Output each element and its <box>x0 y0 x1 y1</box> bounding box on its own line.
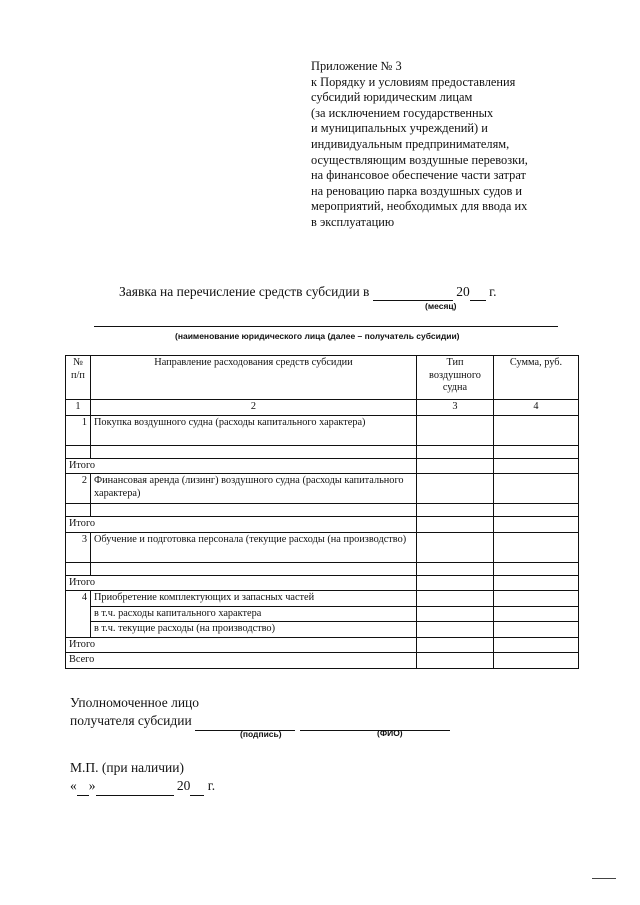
cell-aircraft[interactable] <box>417 504 494 517</box>
cell-sum[interactable] <box>494 562 579 575</box>
cell-sum[interactable] <box>494 575 579 591</box>
cell-sum[interactable] <box>494 622 579 638</box>
signature-line2: получателя субсидии <box>70 713 192 728</box>
table-row <box>66 415 579 445</box>
cell-aircraft[interactable] <box>417 637 494 653</box>
total-row <box>66 575 579 591</box>
row-number: 2 <box>66 474 91 504</box>
request-title-text: Заявка на перечисление средств субсидии в <box>119 284 370 299</box>
date-year: 20 <box>176 778 191 793</box>
appendix-line: на реновацию парка воздушных судов и <box>311 183 523 198</box>
request-year-suffix: г. <box>489 284 497 299</box>
cell-sum[interactable] <box>494 606 579 622</box>
cell-aircraft[interactable] <box>417 415 494 445</box>
row-subitem: в т.ч. расходы капитального характера <box>91 606 417 622</box>
table-row <box>66 504 579 517</box>
signature-line1: Уполномоченное лицо <box>70 695 200 710</box>
year-blank[interactable] <box>470 284 486 301</box>
cell-aircraft[interactable] <box>417 517 494 533</box>
total-label: Итого <box>66 575 417 591</box>
org-caption: (наименование юридического лица (далее – получатель субсидии) <box>175 331 460 341</box>
row-number: 3 <box>66 532 91 562</box>
cell-aircraft[interactable] <box>417 622 494 638</box>
table-header-row <box>66 356 579 400</box>
org-name-line[interactable] <box>94 326 558 327</box>
row-number: 1 <box>66 415 91 445</box>
appendix-line: (за исключением государственных <box>311 105 494 120</box>
row-direction: Обучение и подготовка персонала (текущие расходы (на производство) <box>91 532 417 562</box>
cell-aircraft[interactable] <box>417 591 494 607</box>
date-year-suffix: г. <box>207 778 216 793</box>
month-blank-date[interactable] <box>96 777 174 796</box>
cell-aircraft[interactable] <box>417 575 494 591</box>
grand-total-label: Всего <box>66 653 417 669</box>
cell-sum[interactable] <box>494 637 579 653</box>
signature-block <box>70 694 450 731</box>
cell-sum[interactable] <box>494 591 579 607</box>
cell-aircraft[interactable] <box>417 458 494 474</box>
total-row <box>66 637 579 653</box>
header-aircraft: Тип воздушного судна <box>417 356 494 400</box>
total-row <box>66 458 579 474</box>
table-row <box>66 591 579 607</box>
date-close-quote: » <box>88 778 96 793</box>
row-direction: Покупка воздушного судна (расходы капитального характера) <box>91 415 417 445</box>
fio-blank[interactable] <box>300 712 450 731</box>
cell-aircraft[interactable] <box>417 562 494 575</box>
appendix-line: осуществляющим воздушные перевозки, <box>311 152 528 167</box>
appendix-line: Приложение № 3 <box>311 59 402 73</box>
stamp-mp: М.П. (при наличии) <box>70 760 184 775</box>
cell-sum[interactable] <box>494 504 579 517</box>
appendix-header <box>311 59 596 231</box>
cell-aircraft[interactable] <box>417 606 494 622</box>
total-row <box>66 517 579 533</box>
stamp-block <box>70 759 215 796</box>
year-blank-date[interactable] <box>190 777 204 796</box>
appendix-line: субсидий юридическим лицам <box>311 90 473 105</box>
scan-mark <box>592 878 616 879</box>
header-direction: Направление расходования средств субсидии <box>91 356 417 400</box>
table-row <box>66 532 579 562</box>
cell-sum[interactable] <box>494 517 579 533</box>
header-sum: Сумма, руб. <box>494 356 579 400</box>
day-blank[interactable] <box>77 777 89 796</box>
header-num: № п/п <box>66 356 91 400</box>
col-number: 1 <box>66 400 91 416</box>
cell-aircraft[interactable] <box>417 474 494 504</box>
col-number: 2 <box>91 400 417 416</box>
table-row <box>66 622 579 638</box>
row-direction: Приобретение комплектующих и запасных частей <box>91 591 417 607</box>
appendix-line: индивидуальным предпринимателям, <box>311 136 510 151</box>
col-number: 3 <box>417 400 494 416</box>
total-label: Итого <box>66 458 417 474</box>
cell-aircraft[interactable] <box>417 653 494 669</box>
col-number: 4 <box>494 400 579 416</box>
cell-sum[interactable] <box>494 474 579 504</box>
appendix-line: к Порядку и условиям предоставления <box>311 74 516 89</box>
request-title <box>119 284 496 301</box>
row-number: 4 <box>66 591 91 638</box>
request-year: 20 <box>456 284 470 299</box>
date-open-quote: « <box>70 778 77 793</box>
cell-sum[interactable] <box>494 532 579 562</box>
table-row <box>66 445 579 458</box>
cell-sum[interactable] <box>494 445 579 458</box>
column-number-row <box>66 400 579 416</box>
table-row <box>66 606 579 622</box>
total-label: Итого <box>66 637 417 653</box>
grand-total-row <box>66 653 579 669</box>
appendix-line: на финансовое обеспечение части затрат <box>311 168 526 183</box>
appendix-line: и муниципальных учреждений) и <box>311 121 488 136</box>
month-caption: (месяц) <box>425 301 457 311</box>
cell-aircraft[interactable] <box>417 532 494 562</box>
total-label: Итого <box>66 517 417 533</box>
table-row <box>66 562 579 575</box>
cell-sum[interactable] <box>494 415 579 445</box>
row-subitem: в т.ч. текущие расходы (на производство) <box>91 622 417 638</box>
cell-sum[interactable] <box>494 458 579 474</box>
row-direction: Финансовая аренда (лизинг) воздушного судна (расходы капитального характера) <box>91 474 417 504</box>
cell-sum[interactable] <box>494 653 579 669</box>
appendix-line: мероприятий, необходимых для ввода их <box>311 199 528 214</box>
appendix-line: в эксплуатацию <box>311 214 395 229</box>
table-row <box>66 474 579 504</box>
month-blank[interactable] <box>373 284 453 301</box>
fio-caption: (ФИО) <box>377 728 403 738</box>
cell-aircraft[interactable] <box>417 445 494 458</box>
sign-caption: (подпись) <box>240 729 282 739</box>
subsidy-table <box>65 355 579 669</box>
